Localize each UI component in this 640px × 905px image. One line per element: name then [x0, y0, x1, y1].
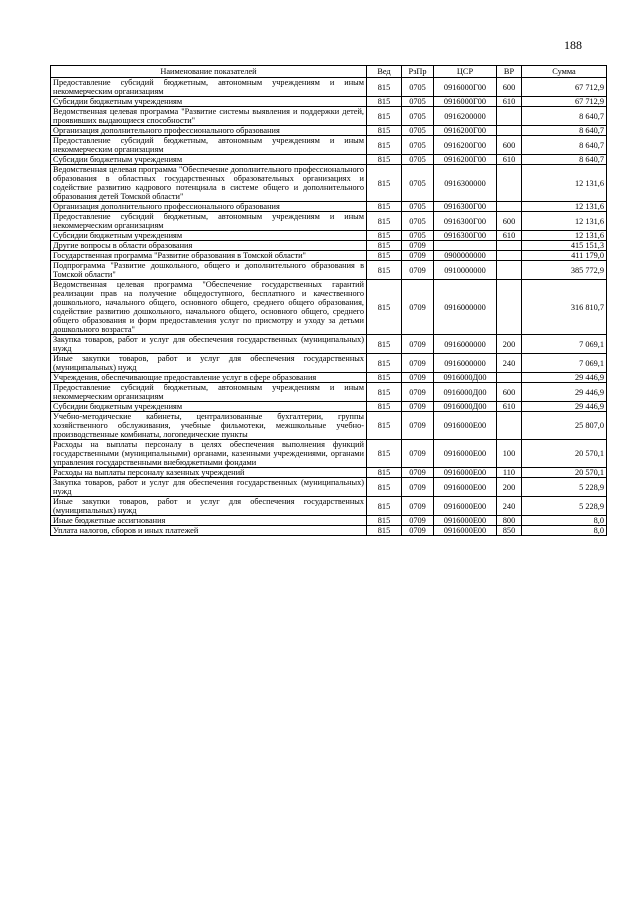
cell-ved: 815	[367, 526, 402, 536]
cell-ved: 815	[367, 136, 402, 155]
table-row	[51, 231, 607, 241]
cell-csr: 0916000Е00	[434, 440, 497, 468]
cell-rzpr: 0709	[402, 402, 434, 412]
table-row	[51, 241, 607, 251]
cell-vr: 240	[497, 497, 522, 516]
cell-ved: 815	[367, 126, 402, 136]
cell-sum: 29 446,9	[522, 402, 607, 412]
cell-csr: 0916000Д00	[434, 383, 497, 402]
cell-rzpr: 0705	[402, 136, 434, 155]
cell-vr: 800	[497, 516, 522, 526]
cell-name: Иные закупки товаров, работ и услуг для обеспечения государственных (муниципальных) нужд	[51, 497, 367, 516]
cell-name: Предоставление субсидий бюджетным, автономным учреждениям и иным некоммерческим организациям	[51, 78, 367, 97]
cell-vr: 600	[497, 136, 522, 155]
cell-ved: 815	[367, 155, 402, 165]
cell-rzpr: 0705	[402, 202, 434, 212]
cell-csr: 0916200Г00	[434, 136, 497, 155]
table-row	[51, 497, 607, 516]
cell-name: Уплата налогов, сборов и иных платежей	[51, 526, 367, 536]
cell-rzpr: 0705	[402, 231, 434, 241]
cell-sum: 8 640,7	[522, 107, 607, 126]
cell-rzpr: 0709	[402, 516, 434, 526]
cell-sum: 5 228,9	[522, 478, 607, 497]
cell-csr: 0900000000	[434, 251, 497, 261]
header-ved: Вед	[367, 66, 402, 78]
table-row	[51, 383, 607, 402]
cell-csr: 0916000000	[434, 354, 497, 373]
cell-csr: 0916200Г00	[434, 126, 497, 136]
cell-name: Ведомственная целевая программа "Обеспечение дополнительного профессионального образования в областных государственных образовательных организациях и содействие развитию кадрового потенциала в системе общего и дополнительного образования детей Томской области"	[51, 165, 367, 202]
cell-sum: 8 640,7	[522, 136, 607, 155]
cell-csr: 0916000000	[434, 280, 497, 335]
cell-name: Подпрограмма "Развитие дошкольного, общего и дополнительного образования в Томской области"	[51, 261, 367, 280]
cell-vr: 200	[497, 478, 522, 497]
cell-rzpr: 0709	[402, 412, 434, 440]
table-row	[51, 516, 607, 526]
cell-csr: 0916000000	[434, 335, 497, 354]
cell-rzpr: 0709	[402, 261, 434, 280]
table-row	[51, 412, 607, 440]
cell-ved: 815	[367, 412, 402, 440]
cell-ved: 815	[367, 516, 402, 526]
cell-name: Субсидии бюджетным учреждениям	[51, 97, 367, 107]
cell-rzpr: 0709	[402, 241, 434, 251]
cell-csr: 0916000Е00	[434, 478, 497, 497]
cell-vr	[497, 126, 522, 136]
table-row	[51, 136, 607, 155]
cell-name: Закупка товаров, работ и услуг для обеспечения государственных (муниципальных) нужд	[51, 335, 367, 354]
cell-sum: 8 640,7	[522, 155, 607, 165]
cell-name: Другие вопросы в области образования	[51, 241, 367, 251]
table-row	[51, 78, 607, 97]
cell-rzpr: 0705	[402, 126, 434, 136]
cell-csr: 0916000Е00	[434, 468, 497, 478]
cell-csr: 0916000Г00	[434, 97, 497, 107]
cell-name: Иные закупки товаров, работ и услуг для обеспечения государственных (муниципальных) нужд	[51, 354, 367, 373]
table-row	[51, 335, 607, 354]
cell-ved: 815	[367, 383, 402, 402]
cell-ved: 815	[367, 440, 402, 468]
cell-sum: 67 712,9	[522, 97, 607, 107]
cell-ved: 815	[367, 212, 402, 231]
cell-rzpr: 0709	[402, 251, 434, 261]
cell-ved: 815	[367, 241, 402, 251]
table-row	[51, 212, 607, 231]
cell-sum: 316 810,7	[522, 280, 607, 335]
cell-vr	[497, 280, 522, 335]
cell-name: Расходы на выплаты персоналу в целях обеспечения выполнения функций государственными (муниципальными) органами, казенными учреждениями, органами управления государственными внебюджетными фондами	[51, 440, 367, 468]
table-row	[51, 354, 607, 373]
cell-vr	[497, 202, 522, 212]
cell-sum: 415 151,3	[522, 241, 607, 251]
cell-csr: 0916300Г00	[434, 202, 497, 212]
cell-csr: 0916300000	[434, 165, 497, 202]
cell-rzpr: 0709	[402, 280, 434, 335]
cell-rzpr: 0705	[402, 212, 434, 231]
cell-ved: 815	[367, 261, 402, 280]
table-row	[51, 468, 607, 478]
cell-csr	[434, 241, 497, 251]
table-row	[51, 402, 607, 412]
cell-vr: 610	[497, 97, 522, 107]
cell-vr: 600	[497, 78, 522, 97]
cell-csr: 0916000Д00	[434, 402, 497, 412]
cell-vr	[497, 373, 522, 383]
table-row	[51, 261, 607, 280]
cell-name: Предоставление субсидий бюджетным, автономным учреждениям и иным некоммерческим организациям	[51, 136, 367, 155]
cell-ved: 815	[367, 97, 402, 107]
cell-rzpr: 0709	[402, 497, 434, 516]
cell-rzpr: 0705	[402, 155, 434, 165]
cell-vr: 610	[497, 231, 522, 241]
cell-ved: 815	[367, 78, 402, 97]
cell-name: Ведомственная целевая программа "Обеспечение государственных гарантий реализации прав на получение общедоступного, бесплатного и качественного дошкольного, начального общего, основного общего, среднего общего образования, содействие развитию дошкольного, начального общего, основного общего, среднего общего образования и форм предоставления услуг по присмотру и уходу за детьми дошкольного возраста"	[51, 280, 367, 335]
cell-name: Расходы на выплаты персоналу казенных учреждений	[51, 468, 367, 478]
cell-rzpr: 0709	[402, 468, 434, 478]
cell-csr: 0916000Е00	[434, 412, 497, 440]
cell-csr: 0916000Е00	[434, 497, 497, 516]
cell-rzpr: 0709	[402, 526, 434, 536]
cell-vr	[497, 107, 522, 126]
cell-vr: 850	[497, 526, 522, 536]
cell-rzpr: 0705	[402, 107, 434, 126]
cell-vr	[497, 261, 522, 280]
cell-rzpr: 0709	[402, 335, 434, 354]
table-row	[51, 202, 607, 212]
cell-vr: 200	[497, 335, 522, 354]
cell-csr: 0916300Г00	[434, 231, 497, 241]
cell-sum: 20 570,1	[522, 440, 607, 468]
table-row	[51, 107, 607, 126]
cell-rzpr: 0709	[402, 478, 434, 497]
cell-csr: 0916000Д00	[434, 373, 497, 383]
cell-sum: 411 179,0	[522, 251, 607, 261]
cell-csr: 0910000000	[434, 261, 497, 280]
cell-rzpr: 0709	[402, 383, 434, 402]
table-row	[51, 280, 607, 335]
cell-vr	[497, 241, 522, 251]
cell-name: Учебно-методические кабинеты, централизованные бухгалтерии, группы хозяйственного обслуживания, учебные фильмотеки, межшкольные учебно-производственные комбинаты, логопедические пункты	[51, 412, 367, 440]
cell-ved: 815	[367, 468, 402, 478]
cell-sum: 29 446,9	[522, 373, 607, 383]
cell-sum: 8,0	[522, 526, 607, 536]
cell-vr: 110	[497, 468, 522, 478]
cell-sum: 12 131,6	[522, 202, 607, 212]
cell-sum: 8 640,7	[522, 126, 607, 136]
cell-csr: 0916000Е00	[434, 526, 497, 536]
table-row	[51, 251, 607, 261]
table-row	[51, 97, 607, 107]
header-name: Наименование показателей	[51, 66, 367, 78]
cell-csr: 0916000Е00	[434, 516, 497, 526]
header-rzpr: РзПр	[402, 66, 434, 78]
cell-vr: 610	[497, 402, 522, 412]
cell-name: Субсидии бюджетным учреждениям	[51, 402, 367, 412]
cell-vr: 100	[497, 440, 522, 468]
cell-sum: 29 446,9	[522, 383, 607, 402]
cell-ved: 815	[367, 354, 402, 373]
cell-rzpr: 0705	[402, 97, 434, 107]
cell-ved: 815	[367, 373, 402, 383]
table-row	[51, 478, 607, 497]
cell-sum: 20 570,1	[522, 468, 607, 478]
cell-name: Иные бюджетные ассигнования	[51, 516, 367, 526]
cell-sum: 67 712,9	[522, 78, 607, 97]
cell-vr: 240	[497, 354, 522, 373]
cell-vr	[497, 412, 522, 440]
cell-sum: 385 772,9	[522, 261, 607, 280]
cell-sum: 5 228,9	[522, 497, 607, 516]
cell-name: Ведомственная целевая программа "Развитие системы выявления и поддержки детей, проявивших выдающиеся способности"	[51, 107, 367, 126]
page-number: 188	[564, 38, 582, 52]
cell-ved: 815	[367, 107, 402, 126]
cell-csr: 0916300Г00	[434, 212, 497, 231]
header-sum: Сумма	[522, 66, 607, 78]
cell-vr: 610	[497, 155, 522, 165]
header-csr: ЦСР	[434, 66, 497, 78]
table-row	[51, 373, 607, 383]
cell-csr: 0916000Г00	[434, 78, 497, 97]
table-row	[51, 165, 607, 202]
table-row	[51, 440, 607, 468]
cell-vr	[497, 165, 522, 202]
table-header-row	[51, 66, 607, 78]
cell-sum: 12 131,6	[522, 231, 607, 241]
cell-ved: 815	[367, 335, 402, 354]
cell-rzpr: 0705	[402, 78, 434, 97]
cell-rzpr: 0709	[402, 354, 434, 373]
table-row	[51, 155, 607, 165]
cell-ved: 815	[367, 280, 402, 335]
cell-name: Учреждения, обеспечивающие предоставление услуг в сфере образования	[51, 373, 367, 383]
cell-vr: 600	[497, 383, 522, 402]
cell-rzpr: 0709	[402, 373, 434, 383]
cell-name: Предоставление субсидий бюджетным, автономным учреждениям и иным некоммерческим организациям	[51, 383, 367, 402]
cell-ved: 815	[367, 402, 402, 412]
cell-ved: 815	[367, 478, 402, 497]
cell-rzpr: 0709	[402, 440, 434, 468]
cell-sum: 7 069,1	[522, 335, 607, 354]
cell-name: Предоставление субсидий бюджетным, автономным учреждениям и иным некоммерческим организациям	[51, 212, 367, 231]
cell-vr	[497, 251, 522, 261]
table-row	[51, 126, 607, 136]
cell-sum: 12 131,6	[522, 212, 607, 231]
table-body	[51, 78, 607, 536]
cell-sum: 12 131,6	[522, 165, 607, 202]
table-row	[51, 526, 607, 536]
cell-name: Субсидии бюджетным учреждениям	[51, 155, 367, 165]
cell-name: Государственная программа "Развитие образования в Томской области"	[51, 251, 367, 261]
cell-ved: 815	[367, 497, 402, 516]
cell-ved: 815	[367, 202, 402, 212]
cell-csr: 0916200Г00	[434, 155, 497, 165]
cell-name: Закупка товаров, работ и услуг для обеспечения государственных (муниципальных) нужд	[51, 478, 367, 497]
cell-ved: 815	[367, 251, 402, 261]
cell-name: Организация дополнительного профессионального образования	[51, 126, 367, 136]
budget-table	[50, 65, 607, 536]
cell-sum: 25 807,0	[522, 412, 607, 440]
cell-csr: 0916200000	[434, 107, 497, 126]
cell-name: Субсидии бюджетным учреждениям	[51, 231, 367, 241]
cell-sum: 8,0	[522, 516, 607, 526]
cell-rzpr: 0705	[402, 165, 434, 202]
cell-name: Организация дополнительного профессионального образования	[51, 202, 367, 212]
cell-ved: 815	[367, 165, 402, 202]
cell-vr: 600	[497, 212, 522, 231]
header-vr: ВР	[497, 66, 522, 78]
cell-sum: 7 069,1	[522, 354, 607, 373]
cell-ved: 815	[367, 231, 402, 241]
